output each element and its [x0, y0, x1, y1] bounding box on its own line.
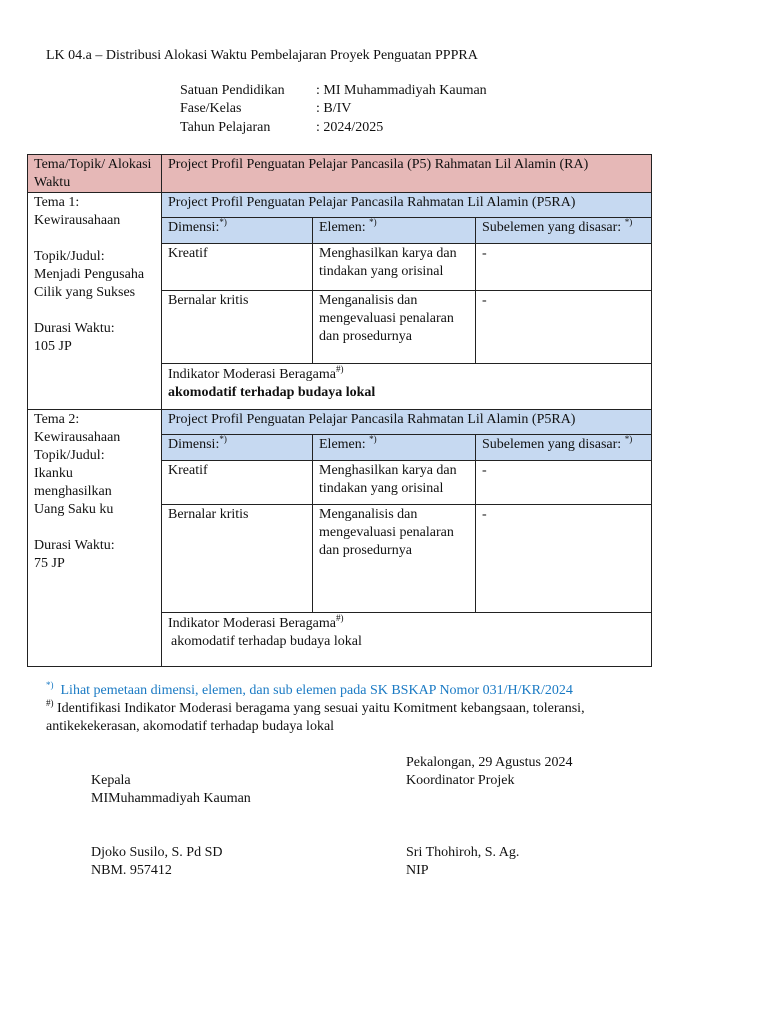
right-title: Koordinator Projek: [406, 773, 515, 788]
left-signer-id: NBM. 957412: [91, 863, 172, 878]
col-dimensi: Dimensi:*): [162, 218, 313, 244]
place-date: Pekalongan, 29 Agustus 2024: [406, 755, 573, 770]
info-value: : B/IV: [316, 101, 352, 116]
footnote-dimensi: *) Lihat pemetaan dimensi, elemen, dan sub elemen pada SK BSKAP Nomor 031/H/KR/2024: [46, 680, 573, 698]
elemen-cell: Menghasilkan karya dan tindakan yang orisinal: [313, 461, 476, 505]
tema1-cell: Tema 1: Kewirausahaan Topik/Judul: Menjadi Pengusaha Cilik yang Sukses Durasi Waktu: 105 JP: [28, 193, 162, 410]
subelemen-cell: -: [476, 244, 652, 291]
info-row-tahun: [180, 119, 383, 137]
document-title: LK 04.a – Distribusi Alokasi Waktu Pembelajaran Proyek Penguatan PPPRA: [46, 48, 478, 63]
elemen-cell: Menganalisis dan mengevaluasi penalaran dan prosedurnya: [313, 291, 476, 364]
dimensi-cell: Kreatif: [162, 244, 313, 291]
dimensi-cell: Bernalar kritis: [162, 505, 313, 613]
col-subelemen: Subelemen yang disasar: *): [476, 435, 652, 461]
right-signer-name: Sri Thohiroh, S. Ag.: [406, 845, 520, 860]
left-title: Kepala: [91, 773, 131, 788]
elemen-cell: Menghasilkan karya dan tindakan yang orisinal: [313, 244, 476, 291]
info-row-satuan: [180, 82, 487, 100]
col-elemen: Elemen: *): [313, 435, 476, 461]
tema1-project-cell: Project Profil Penguatan Pelajar Pancasila Rahmatan Lil Alamin (P5RA): [162, 193, 652, 218]
left-signer-name: Djoko Susilo, S. Pd SD: [91, 845, 223, 860]
elemen-cell: Menganalisis dan mengevaluasi penalaran dan prosedurnya: [313, 505, 476, 613]
header-tema-cell: Tema/Topik/ Alokasi Waktu: [28, 155, 162, 193]
dimensi-cell: Bernalar kritis: [162, 291, 313, 364]
subelemen-cell: -: [476, 505, 652, 613]
info-label: Satuan Pendidikan: [180, 83, 285, 98]
info-label: Fase/Kelas: [180, 101, 242, 116]
header-project-cell: Project Profil Penguatan Pelajar Pancasila (P5) Rahmatan Lil Alamin (RA): [162, 155, 652, 193]
tema2-project-cell: Project Profil Penguatan Pelajar Pancasila Rahmatan Lil Alamin (P5RA): [162, 410, 652, 435]
subelemen-cell: -: [476, 291, 652, 364]
col-elemen: Elemen: *): [313, 218, 476, 244]
indikator-cell: Indikator Moderasi Beragama#) akomodatif terhadap budaya lokal: [162, 613, 652, 667]
col-dimensi: Dimensi:*): [162, 435, 313, 461]
info-label: Tahun Pelajaran: [180, 120, 271, 135]
tema2-cell: Tema 2: Kewirausahaan Topik/Judul: Ikanku menghasilkan Uang Saku ku Durasi Waktu: 75 JP: [28, 410, 162, 667]
col-subelemen: Subelemen yang disasar: *): [476, 218, 652, 244]
subelemen-cell: -: [476, 461, 652, 505]
info-row-fase: [180, 100, 351, 118]
left-institution: MIMuhammadiyah Kauman: [91, 791, 251, 806]
right-signer-id: NIP: [406, 863, 429, 878]
dimensi-cell: Kreatif: [162, 461, 313, 505]
info-value: : 2024/2025: [316, 120, 384, 135]
indikator-cell: Indikator Moderasi Beragama#) akomodatif terhadap budaya lokal: [162, 364, 652, 410]
allocation-table: [27, 154, 652, 667]
footnote-moderasi: #) Identifikasi Indikator Moderasi beragama yang sesuai yaitu Komitment kebangsaan, toleransi, antikekekerasan, akomodatif terhadap budaya lokal: [46, 698, 585, 734]
info-value: : MI Muhammadiyah Kauman: [316, 83, 487, 98]
